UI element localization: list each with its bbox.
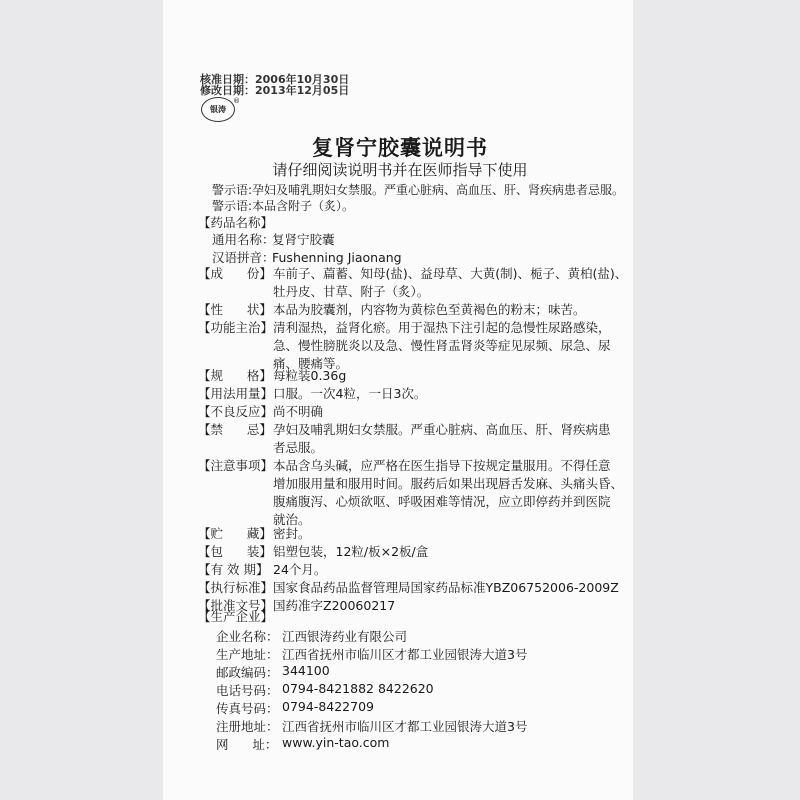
field-label: 【包 装】 xyxy=(198,544,272,559)
field-label: 【批准文号】 xyxy=(198,598,274,613)
field-label: 【禁 忌】 xyxy=(198,422,272,437)
field-value-line: 国家食品药品监督管理局国家药品标准YBZ06752006-2009Z xyxy=(273,580,619,595)
revision-date: 修改日期：2013年12月05日 xyxy=(200,84,350,97)
field-label: 电话号码： xyxy=(216,683,279,698)
field-label: 【性 状】 xyxy=(198,302,272,317)
approval-date: 核准日期：2006年10月30日 xyxy=(200,73,350,86)
field-value-line: 清利湿热，益肾化瘀。用于湿热下注引起的急慢性尿路感染， xyxy=(273,320,611,335)
field-label: 邮政编码： xyxy=(216,665,279,680)
field-value: 344100 xyxy=(282,663,330,678)
field-label: 【规 格】 xyxy=(198,368,272,383)
page-subtitle: 请仔细阅读说明书并在医师指导下使用 xyxy=(272,161,528,179)
field-value-line: 每粒装0.36g xyxy=(273,368,347,383)
warning-line: 警示语:本品含附子（炙）。 xyxy=(212,199,355,213)
field-label: 汉语拼音： xyxy=(212,250,275,265)
field-value-line: 痛、腰痛等。 xyxy=(273,356,349,371)
field-label: 生产地址： xyxy=(216,647,279,662)
field-value-line: 24个月。 xyxy=(273,562,327,577)
field-label: 网 址： xyxy=(216,737,278,752)
field-value-line: 本品含乌头碱，应严格在医生指导下按规定量服用。不得任意 xyxy=(273,458,611,473)
field-label: 注册地址： xyxy=(216,719,279,734)
manufacturer-heading: 【生产企业】 xyxy=(198,609,274,624)
field-value: 复肾宁胶囊 xyxy=(272,232,335,247)
field-value: Fushenning Jiaonang xyxy=(272,250,402,265)
field-value-line: 本品为胶囊剂，内容物为黄棕色至黄褐色的粉末；味苦。 xyxy=(273,302,586,317)
field-value: 0794-8422709 xyxy=(282,699,374,714)
field-value-line: 牡丹皮、甘草、附子（炙）。 xyxy=(273,284,430,299)
field-value-line: 者忌服。 xyxy=(273,440,324,455)
field-value: 0794-8421882 8422620 xyxy=(282,681,434,696)
field-value-line: 密封。 xyxy=(273,526,311,541)
field-label: 【功能主治】 xyxy=(198,320,274,335)
field-label: 传真号码： xyxy=(216,701,279,716)
field-value-line: 车前子、萹蓄、知母(盐)、益母草、大黄(制)、栀子、黄柏(盐)、 xyxy=(273,266,628,281)
field-label: 【有 效 期】 xyxy=(198,562,269,577)
field-label: 【注意事项】 xyxy=(198,458,274,473)
field-value: www.yin-tao.com xyxy=(282,735,390,750)
field-label: 企业名称： xyxy=(216,629,279,644)
registered-mark: ® xyxy=(233,97,240,105)
warning-line: 警示语:孕妇及哺乳期妇女禁服。严重心脏病、高血压、肝、肾疾病患者忌服。 xyxy=(212,183,625,197)
field-label: 【不良反应】 xyxy=(198,404,274,419)
field-value-line: 急、慢性膀胱炎以及急、慢性肾盂肾炎等症见尿频、尿急、尿 xyxy=(273,338,611,353)
field-value: 江西省抚州市临川区才都工业园银涛大道3号 xyxy=(282,647,528,662)
field-value-line: 铝塑包装，12粒/板×2板/盒 xyxy=(273,544,429,559)
field-value-line: 增加服用量和服用时间。服药后如果出现唇舌发麻、头痛头昏、 xyxy=(273,476,624,491)
field-value-line: 孕妇及哺乳期妇女禁服。严重心脏病、高血压、肝、肾疾病患 xyxy=(273,422,611,437)
field-label: 【贮 藏】 xyxy=(198,526,272,541)
drug-name-heading: 【药品名称】 xyxy=(198,215,274,230)
field-value-line: 就治。 xyxy=(273,512,311,527)
field-value: 江西银涛药业有限公司 xyxy=(282,629,408,644)
field-label: 【用法用量】 xyxy=(198,386,274,401)
field-label: 通用名称： xyxy=(212,232,275,247)
field-value-line: 尚不明确 xyxy=(273,404,324,419)
field-value-line: 口服。一次4粒，一日3次。 xyxy=(273,386,427,401)
field-value-line: 国药准字Z20060217 xyxy=(273,598,396,613)
company-logo-icon: 银涛 xyxy=(201,97,235,122)
field-value-line: 腹痛腹泻、心烦欲呕、呼吸困难等情况，应立即停药并到医院 xyxy=(273,494,611,509)
field-value: 江西省抚州市临川区才都工业园银涛大道3号 xyxy=(282,719,528,734)
field-label: 【执行标准】 xyxy=(198,580,274,595)
page-title: 复肾宁胶囊说明书 xyxy=(312,136,488,160)
field-label: 【成 份】 xyxy=(198,266,272,281)
